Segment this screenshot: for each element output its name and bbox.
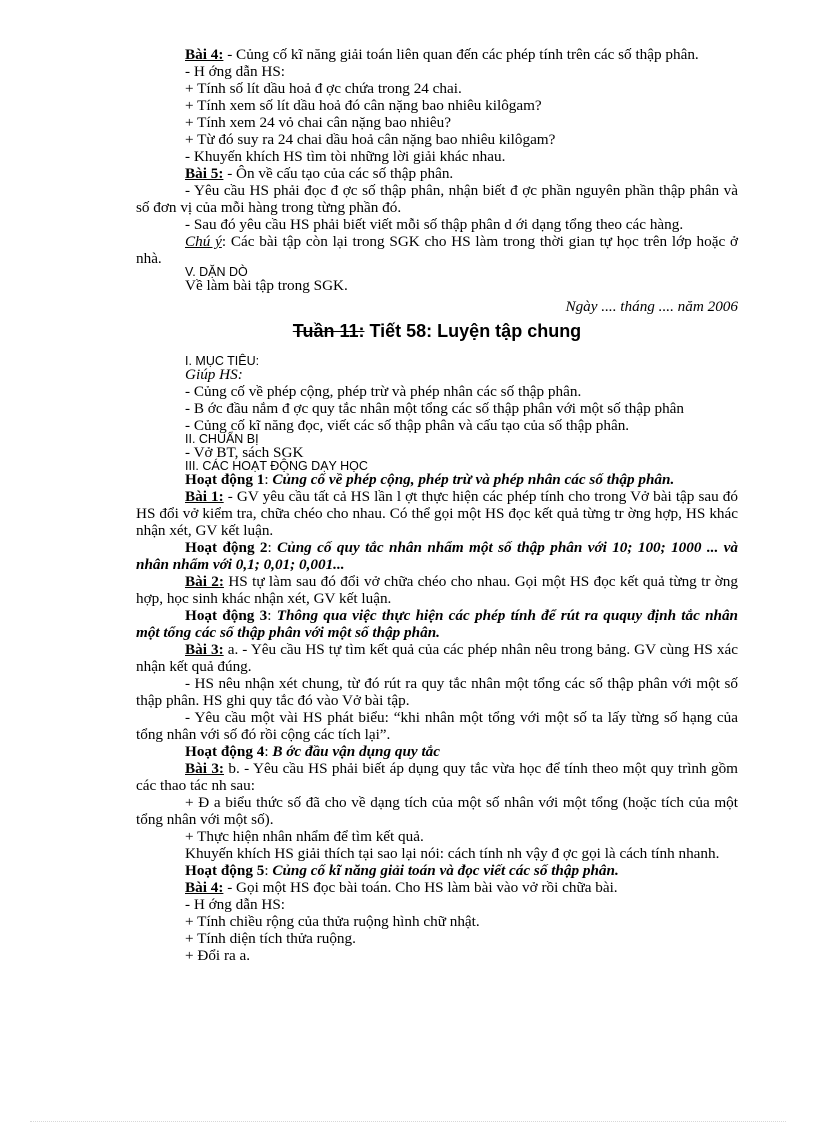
label-bai3a: Bài 3:	[185, 641, 224, 658]
hoat-dong-3: Hoạt động 3: Thông qua việc thực hiện các phép tính để rút ra ququy định tắc nhân một tổng các số thập phân với một số thập phân.	[136, 607, 739, 641]
label-chu-y: Chú ý	[185, 233, 222, 250]
hoat-dong-1: Hoạt động 1: Củng cố về phép cộng, phép trừ và phép nhân các số thập phân.	[185, 471, 675, 488]
bai4-b-line2: + Tính chiều rộng của thửa ruộng hình chữ nhật.	[185, 913, 480, 930]
line-khuyen-khich: - Khuyến khích HS tìm tòi những lời giải khác nhau.	[185, 148, 506, 165]
chuan-bi-line1: - Vở BT, sách SGK	[185, 444, 304, 461]
text-giup-hs: Giúp HS:	[185, 366, 243, 383]
title-hd3: Thông qua việc thực hiện các phép tính để rút ra ququy định tắc nhân một tổng các số thập phân với một số thập phân.	[136, 607, 739, 641]
date-line: Ngày .... tháng .... năm 2006	[565, 298, 738, 315]
muc-tieu-line2: - B ớc đầu nắm đ ợc quy tắc nhân một tổng các số thập phân với một số thập phân	[185, 400, 685, 417]
title-hd1: Củng cố về phép cộng, phép trừ và phép nhân các số thập phân.	[272, 471, 675, 488]
title-hd2: Củng cố quy tắc nhân nhẩm một số thập phân với 10; 100; 1000 ... và nhân nhẩm với 0,1; 0,01; 0,001...	[136, 539, 738, 573]
paragraph-bai5	[136, 165, 738, 182]
bai4-b-line4: + Đổi ra a.	[185, 947, 251, 964]
paragraph-bai1	[136, 488, 738, 539]
label-hd5: Hoạt động 5	[185, 862, 265, 879]
text-bai4: - Củng cố kĩ năng giải toán liên quan đến các phép tính trên các số thập phân.	[223, 46, 699, 63]
page-bottom-rule	[30, 1121, 786, 1122]
bai4-b-line3: + Tính diện tích thửa ruộng.	[185, 930, 356, 947]
paragraph-bai5-line1: - Yêu cầu HS phải đọc đ ợc số thập phân, nhận biết đ ợc phần nguyên phần thập phân và số đơn vị của mỗi hàng trong từng phần đó.	[136, 182, 738, 216]
muc-tieu-line1: - Củng cố về phép cộng, phép trừ và phép nhân các số thập phân.	[185, 383, 582, 400]
label-bai4: Bài 4:	[185, 46, 224, 63]
text-chu-y: : Các bài tập còn lại trong SGK cho HS làm trong thời gian tự học trên lớp hoặc ở nhà.	[136, 233, 738, 267]
text-bai4-b: - Gọi một HS đọc bài toán. Cho HS làm bài vào vở rồi chữa bài.	[223, 879, 618, 896]
title-week: Tuần 11:	[292, 321, 365, 341]
label-bai5: Bài 5:	[185, 165, 224, 182]
bai3b-line4: Khuyến khích HS giải thích tại sao lại nói: cách tính nh vậy đ ợc gọi là cách tính nhanh.	[185, 845, 720, 862]
paragraph-bai2	[136, 573, 738, 607]
paragraph-bai4-b	[136, 879, 738, 896]
line-vo-chai: + Tính xem 24 vỏ chai cân nặng bao nhiêu?	[185, 114, 451, 131]
line-huongdan: - H ớng dẫn HS:	[185, 63, 285, 80]
muc-tieu-line3: - Củng cố kĩ năng đọc, viết các số thập phân và cấu tạo của số thập phân.	[185, 417, 630, 434]
hoat-dong-4: Hoạt động 4: B ớc đầu vận dụng quy tắc	[185, 743, 440, 760]
text-bai1: - GV yêu cầu tất cả HS lần l ợt thực hiện các phép tính cho trong Vở bài tập sau đó HS đổi vở kiểm tra, chữa chéo cho nhau. Có thể gọi một HS đọc kết quả từng tr ờng hợp, HS khác nhận xét, GV kết luận.	[136, 488, 738, 539]
heading-chuan-bi: II. CHUẨN BỊ	[185, 432, 259, 446]
label-hd3: Hoạt động 3	[185, 607, 268, 624]
text-bai5: - Ôn về cấu tạo của các số thập phân.	[223, 165, 454, 182]
title-lesson: Tiết 58: Luyện tập chung	[364, 321, 582, 341]
label-bai2: Bài 2:	[185, 573, 224, 590]
title-hd5: Củng cố kĩ năng giải toán và đọc viết các số thập phân.	[272, 862, 619, 879]
label-bai3b: Bài 3:	[185, 760, 224, 777]
label-hd4: Hoạt động 4	[185, 743, 265, 760]
heading-dan-do: V. DẶN DÒ	[185, 265, 248, 279]
bai3a-line2: - HS nêu nhận xét chung, từ đó rút ra quy tắc nhân một tổng các số thập phân với một số thập phân. HS ghi quy tắc đó vào Vở bài tập.	[136, 675, 738, 709]
text-dan-do: Về làm bài tập trong SGK.	[185, 277, 348, 294]
bai3b-line3: + Thực hiện nhân nhẩm để tìm kết quả.	[185, 828, 424, 845]
label-hd1: Hoạt động 1	[185, 471, 265, 488]
line-tinh-kilogam: + Tính xem số lít dầu hoả đó cân nặng bao nhiêu kilôgam?	[185, 97, 542, 114]
bai3a-line3: - Yêu cầu một vài HS phát biểu: “khi nhân một tổng với một số ta lấy từng số hạng của tổng nhân với số đó rồi cộng các tích lại”.	[136, 709, 738, 743]
paragraph-bai5-line2: - Sau đó yêu cầu HS phải biết viết mỗi số thập phân d ới dạng tổng theo các hàng.	[185, 216, 684, 233]
hoat-dong-2: Hoạt động 2: Củng cố quy tắc nhân nhẩm một số thập phân với 10; 100; 1000 ... và nhân nhẩm với 0,1; 0,01; 0,001...	[136, 539, 738, 573]
title-hd4: B ớc đầu vận dụng quy tắc	[272, 743, 440, 760]
bai4-b-line1: - H ớng dẫn HS:	[185, 896, 285, 913]
heading-hoat-dong: III. CÁC HOẠT ĐỘNG DẠY HỌC	[185, 459, 368, 473]
paragraph-chu-y	[136, 233, 738, 267]
label-bai4-b: Bài 4:	[185, 879, 224, 896]
hoat-dong-5: Hoạt động 5: Củng cố kĩ năng giải toán và đọc viết các số thập phân.	[185, 862, 619, 879]
label-bai1: Bài 1:	[185, 488, 224, 505]
paragraph-bai3a	[136, 641, 738, 675]
document-page	[136, 46, 738, 964]
paragraph-bai4	[136, 46, 738, 63]
line-suy-ra: + Từ đó suy ra 24 chai dầu hoả cân nặng bao nhiêu kilôgam?	[185, 131, 556, 148]
text-bai3b: b. - Yêu cầu HS phải biết áp dụng quy tắc vừa học để tính theo một quy trình gồm các thao tác nh sau:	[136, 760, 738, 794]
text-bai3a: a. - Yêu cầu HS tự tìm kết quả của các phép nhân nêu trong bảng. GV cùng HS xác nhận kết quả đúng.	[136, 641, 738, 675]
text-bai2: HS tự làm sau đó đổi vở chữa chéo cho nhau. Gọi một HS đọc kết quả từng tr ờng hợp, học sinh khác nhận xét, GV kết luận.	[136, 573, 738, 607]
line-tinh-so-lit: + Tính số lít dầu hoả đ ợc chứa trong 24 chai.	[185, 80, 462, 97]
bai3b-line2: + Đ a biểu thức số đã cho về dạng tích của một số nhân với một tổng (hoặc tích của một tổng nhân với một số).	[136, 794, 738, 828]
lesson-title	[136, 320, 738, 342]
heading-muc-tieu: I. MỤC TIÊU:	[185, 354, 260, 368]
paragraph-bai3b	[136, 760, 738, 794]
label-hd2: Hoạt động 2	[185, 539, 268, 556]
